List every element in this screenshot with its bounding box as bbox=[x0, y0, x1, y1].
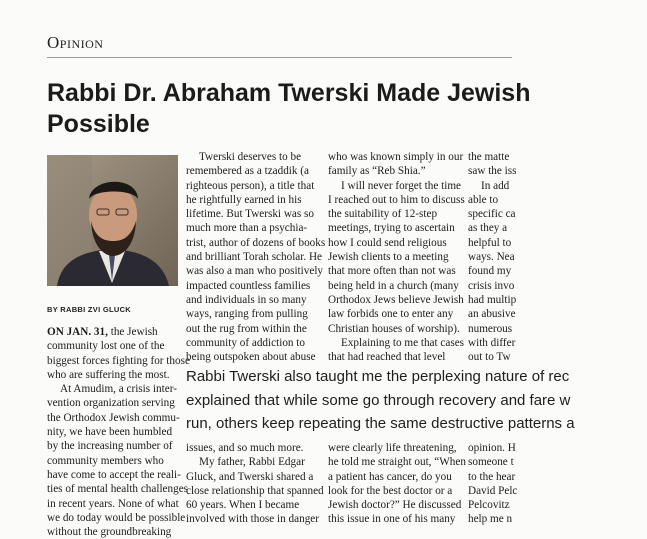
text-line: by the increasing number of bbox=[47, 440, 173, 453]
text-line: being outspoken about abuse bbox=[186, 351, 316, 364]
text-line: who was known simply in our bbox=[328, 151, 464, 163]
section-divider bbox=[47, 57, 512, 58]
text-line: Jewish clients to a meeting bbox=[328, 251, 449, 264]
text-line: vention organization serving bbox=[47, 397, 175, 410]
article-column-1 bbox=[47, 325, 190, 539]
text-line: the Orthodox Jewish commu- bbox=[47, 411, 180, 424]
text-line: family as “Reb Shia.” bbox=[328, 165, 426, 178]
text-line: saw the iss bbox=[468, 165, 517, 178]
text-line: close relationship that spanned bbox=[186, 484, 324, 497]
byline: BY RABBI ZVI GLUCK bbox=[47, 305, 132, 314]
pull-quote-line: explained that while some go through recovery and fare w bbox=[186, 391, 571, 409]
text-line: had multip bbox=[468, 293, 517, 306]
text-line: Gluck, and Twerski shared a bbox=[186, 470, 314, 483]
text-line: issues, and so much more. bbox=[186, 442, 304, 454]
text-line: look for the best doctor or a bbox=[328, 484, 453, 497]
author-photo bbox=[47, 155, 178, 286]
article-column-2-continued bbox=[186, 441, 324, 527]
headline-line-1: Rabbi Dr. Abraham Twerski Made Jewish bbox=[47, 79, 531, 107]
article-column-4 bbox=[468, 150, 528, 364]
text-line: At Amudim, a crisis inter- bbox=[60, 383, 177, 396]
text-line: he told me straight out, “When bbox=[328, 456, 466, 469]
headline-line-2: Possible bbox=[47, 110, 150, 138]
text-line: able to bbox=[468, 193, 499, 206]
text-line: lifetime. But Twerski was so bbox=[186, 208, 314, 221]
text-line: to the hear bbox=[468, 470, 516, 483]
text-line: without the groundbreaking bbox=[47, 526, 172, 539]
text-line: that more often than not was bbox=[328, 265, 456, 278]
text-line: remembered as a tzaddik (a bbox=[186, 165, 309, 178]
text-line: meetings, trying to ascertain bbox=[328, 222, 455, 235]
text-line: ways. Nea bbox=[468, 251, 515, 264]
text-line: righteous person), a title that bbox=[186, 179, 315, 192]
text-line: In add bbox=[481, 179, 510, 192]
section-label: Opinion bbox=[47, 33, 104, 52]
portrait-image bbox=[47, 155, 178, 286]
text-line: numerous bbox=[468, 322, 513, 335]
text-line: the matte bbox=[468, 151, 510, 163]
article-column-3-continued bbox=[328, 441, 466, 527]
text-line: specific ca bbox=[468, 208, 516, 221]
pull-quote-line: Rabbi Twerski also taught me the perplexing nature of rec bbox=[186, 368, 570, 385]
text-line: Christian houses of worship). bbox=[328, 322, 460, 335]
text-line: I reached out to him to discuss bbox=[328, 193, 465, 206]
text-line: I will never forget the time bbox=[341, 179, 462, 192]
text-line: Jewish doctor?” He discussed bbox=[328, 499, 462, 512]
text-line: as they a bbox=[468, 222, 508, 235]
text-line: out to Tw bbox=[468, 351, 511, 364]
text-line: a patient has cancer, do you bbox=[328, 470, 452, 483]
article-column-2 bbox=[186, 150, 326, 364]
text-line: opinion. H bbox=[468, 442, 516, 454]
text-line: that had reached that level bbox=[328, 351, 446, 364]
text-line: Pelcovitz bbox=[468, 499, 510, 512]
text-line: who are suffering the most. bbox=[47, 368, 170, 381]
text-line: being held in a church (many bbox=[328, 279, 459, 292]
text-line: nity, we have been humbled bbox=[47, 426, 173, 439]
text-line: in recent years. None of what bbox=[47, 497, 179, 510]
text-line: were clearly life threatening, bbox=[328, 442, 457, 454]
article-column-3 bbox=[328, 150, 465, 364]
text-line: crisis invo bbox=[468, 279, 515, 292]
text-line: law forbids one to enter any bbox=[328, 308, 454, 321]
text-line: trist, author of dozens of books bbox=[186, 236, 326, 249]
text-line: Explaining to me that cases bbox=[341, 336, 465, 349]
text-line: community lost one of the bbox=[47, 340, 165, 353]
text-line: biggest forces fighting for those bbox=[47, 354, 190, 367]
text-line: My father, Rabbi Edgar bbox=[199, 456, 305, 469]
text-line: and individuals in so many bbox=[186, 293, 307, 306]
text-line: have come to accept the reali- bbox=[47, 468, 181, 481]
headline bbox=[47, 78, 647, 140]
text-line: ties of mental health challenges bbox=[47, 483, 189, 496]
text-line: someone t bbox=[468, 456, 514, 469]
text-line: with differ bbox=[468, 336, 516, 349]
text-line: community of addiction to bbox=[186, 336, 306, 349]
text-line: help me n bbox=[468, 513, 513, 526]
text-line: this issue in one of his many bbox=[328, 513, 456, 526]
text-line: Orthodox Jews believe Jewish bbox=[328, 293, 464, 306]
text-line: was also a man who positively bbox=[186, 265, 324, 278]
text-line: how I could send religious bbox=[328, 236, 447, 249]
pull-quote bbox=[186, 365, 575, 436]
text-line: and brilliant Torah scholar. He bbox=[186, 251, 323, 264]
text-line: out the rug from within the bbox=[186, 322, 307, 335]
text-line: 60 years. When I became bbox=[186, 499, 300, 512]
text-line: impacted countless families bbox=[186, 279, 311, 292]
text-line: an abusive bbox=[468, 308, 516, 321]
text-line: found my bbox=[468, 265, 512, 278]
text-line: ways, ranging from pulling bbox=[186, 308, 308, 321]
lead-in: ON JAN. 31, bbox=[47, 326, 108, 338]
article-column-4-continued bbox=[468, 441, 528, 527]
pull-quote-line: run, others keep repeating the same destructive patterns a bbox=[186, 415, 575, 432]
text-line: he rightfully earned in his bbox=[186, 193, 302, 206]
text-line: the suitability of 12-step bbox=[328, 208, 438, 221]
text-line: involved with those in danger bbox=[186, 513, 319, 526]
text-line: we do today would be possible bbox=[47, 511, 186, 524]
text-line: ON JAN. 31, the Jewish bbox=[47, 326, 158, 338]
text-line: David Pelc bbox=[468, 484, 518, 497]
text-line: much more than a psychia- bbox=[186, 222, 308, 235]
text-line: helpful to bbox=[468, 236, 512, 249]
text-line: Twerski deserves to be bbox=[199, 151, 302, 163]
text-line: community members who bbox=[47, 454, 164, 467]
